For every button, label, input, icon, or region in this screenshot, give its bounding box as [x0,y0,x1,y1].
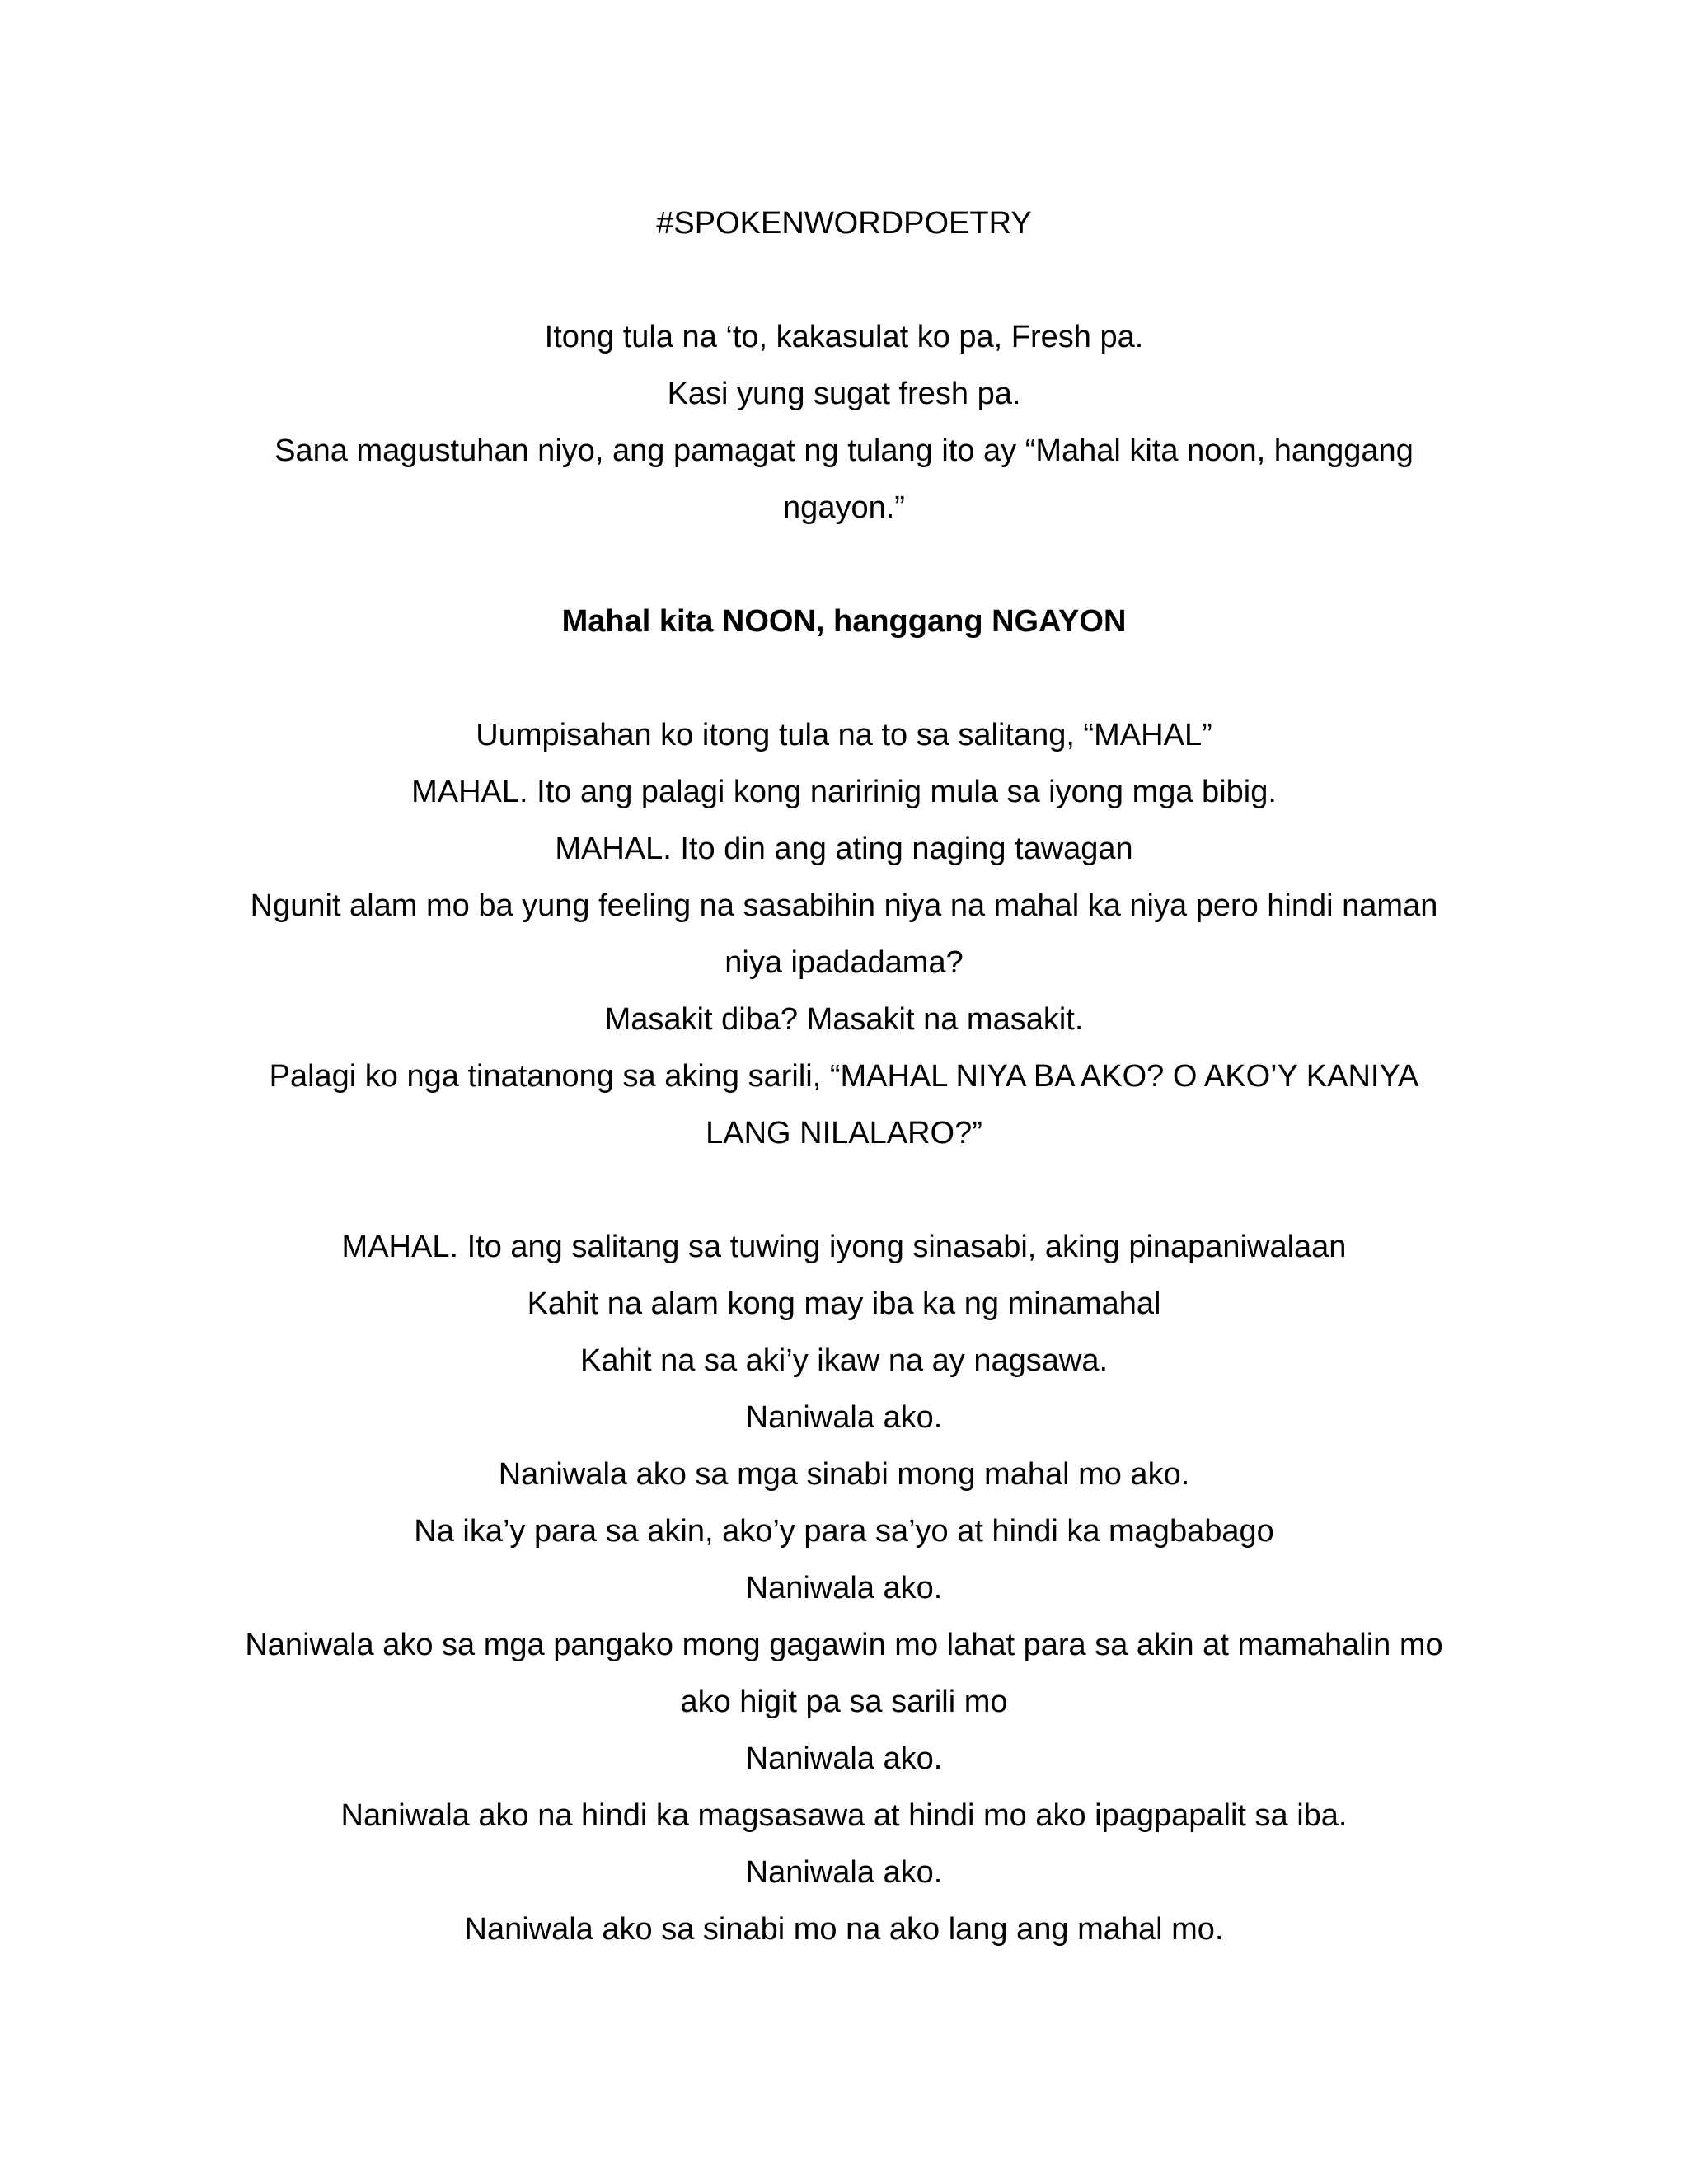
spacer [198,1162,1490,1219]
poem-line: MAHAL. Ito ang salitang sa tuwing iyong sinasabi, aking pinapaniwalaan [341,1230,1347,1264]
poem-line: Naniwala ako. [745,1400,943,1435]
poem-line: Naniwala ako. [745,1855,943,1890]
poem-line: Masakit diba? Masakit na masakit. [604,1002,1084,1037]
poem-line: Kahit na sa aki’y ikaw na ay nagsawa. [579,1343,1109,1378]
poem-line: Naniwala ako na hindi ka magsasawa at hindi mo ako ipagpapalit sa iba. [340,1798,1348,1833]
spacer [198,252,1490,309]
poem-title: Mahal kita NOON, hanggang NGAYON [561,604,1127,639]
poem-line: Palagi ko nga tinatanong sa aking sarili, “MAHAL NIYA BA AKO? O AKO’Y KANIYA [269,1059,1419,1094]
poem-line: ako higit pa sa sarili mo [680,1685,1008,1719]
intro-line: Sana magustuhan niyo, ang pamagat ng tulang ito ay “Mahal kita noon, hanggang [274,434,1414,468]
poem-line: MAHAL. Ito ang palagi kong naririnig mula sa iyong mga bibig. [411,775,1277,809]
poem-line: Naniwala ako. [745,1571,943,1605]
poem-line: Kahit na alam kong may iba ka ng minamahal [527,1286,1161,1321]
poem-line: Uumpisahan ko itong tula na to sa salitang, “MAHAL” [476,718,1212,752]
poem-body [198,195,1490,1958]
poem-line: Naniwala ako sa sinabi mo na ako lang ang mahal mo. [464,1912,1224,1947]
hashtag-heading: #SPOKENWORDPOETRY [656,206,1032,241]
poem-line: niya ipadadama? [724,945,964,980]
poem-line: Naniwala ako sa mga sinabi mong mahal mo ako. [498,1457,1190,1492]
spacer [198,650,1490,707]
poem-line: Ngunit alam mo ba yung feeling na sasabihin niya na mahal ka niya pero hindi naman [250,888,1438,923]
intro-line: ngayon.” [783,490,905,525]
intro-line: Kasi yung sugat fresh pa. [667,377,1021,411]
poem-line: Naniwala ako sa mga pangako mong gagawin mo lahat para sa akin at mamahalin mo [245,1628,1443,1662]
poem-line: Naniwala ako. [745,1741,943,1776]
poem-line: Na ika’y para sa akin, ako’y para sa’yo at hindi ka magbabago [414,1514,1274,1549]
poem-line: MAHAL. Ito din ang ating naging tawagan [555,832,1133,866]
spacer [198,537,1490,593]
poem-line: LANG NILALARO?” [706,1116,982,1151]
intro-line: Itong tula na ‘to, kakasulat ko pa, Fresh pa. [544,320,1144,354]
